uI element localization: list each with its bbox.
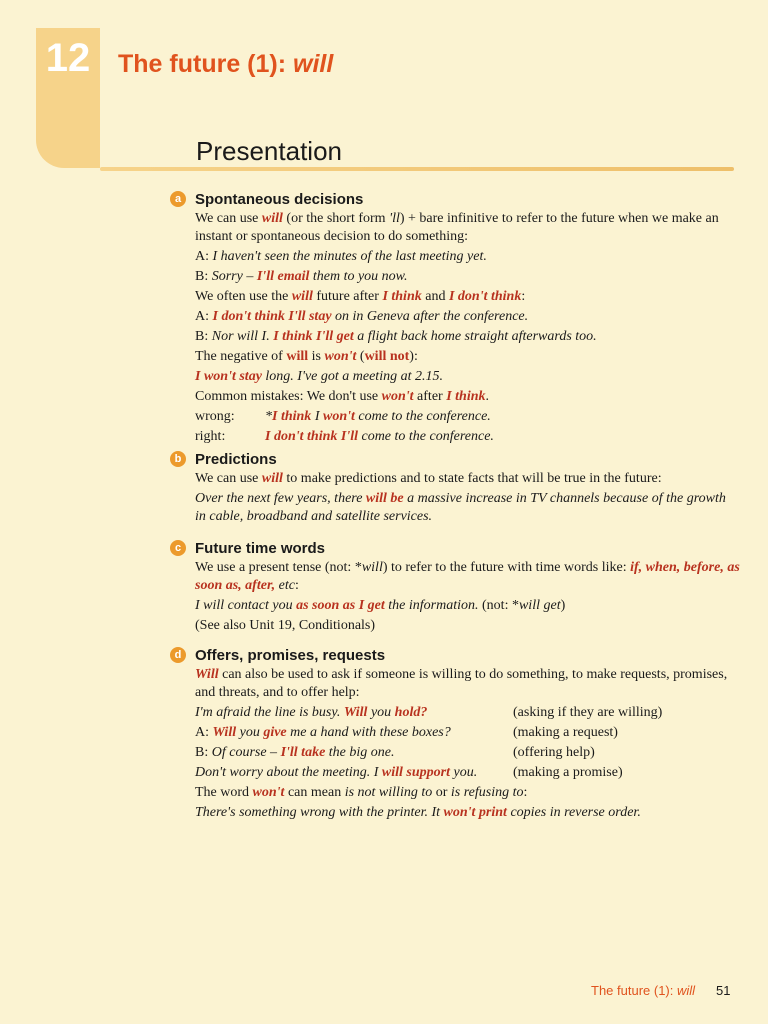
example-line: Over the next few years, there will be a massive increase in TV channels because of the growth in cable, broadband and satellite services. xyxy=(195,491,726,524)
text-line: Will can also be used to ask if someone is willing to do something, to make requests, promises, and threats, and to offer help: xyxy=(195,667,728,700)
example-line: A: I haven't seen the minutes of the last meeting yet. xyxy=(195,249,487,264)
title-underline xyxy=(100,167,734,171)
text-line: The word won't can mean is not willing to or is refusing to: xyxy=(195,785,528,800)
text-line: We can use will to make predictions and to state facts that will be true in the future: xyxy=(195,471,662,486)
example-line: I won't stay long. I've got a meeting at 2.15. xyxy=(195,369,443,384)
example-line: There's something wrong with the printer. It won't print copies in reverse order. xyxy=(195,805,641,820)
unit-title: The future (1): will xyxy=(118,50,334,78)
text-line: (See also Unit 19, Conditionals) xyxy=(195,618,376,633)
bullet-a-icon: a xyxy=(170,191,186,207)
page-number: 51 xyxy=(716,983,731,998)
example-row: wrong: *I think I won't come to the conference. xyxy=(195,409,491,424)
section-future-time-words xyxy=(170,539,740,637)
text-line: Common mistakes: We don't use won't after I think. xyxy=(195,389,490,404)
section-offers-promises-requests xyxy=(170,646,740,824)
example-line: A: I don't think I'll stay on in Geneva after the conference. xyxy=(195,309,529,324)
section-heading: Spontaneous decisions xyxy=(195,191,364,208)
example-row: A: Will you give me a hand with these boxes? (making a request) xyxy=(195,725,618,740)
footer-title: The future (1): will xyxy=(591,983,696,998)
text-line: The negative of will is won't (will not): xyxy=(195,349,418,364)
section-predictions xyxy=(170,450,740,528)
text-line: We often use the will future after I think and I don't think: xyxy=(195,289,526,304)
section-heading: Future time words xyxy=(195,540,326,557)
section-spontaneous-decisions xyxy=(170,190,740,448)
bullet-b-icon: b xyxy=(170,451,186,467)
example-line: I will contact you as soon as I get the information. (not: *will get) xyxy=(195,598,566,613)
section-title: Presentation xyxy=(196,136,342,166)
example-row: B: Of course – I'll take the big one. (offering help) xyxy=(195,745,595,760)
bullet-d-icon: d xyxy=(170,647,186,663)
section-heading: Predictions xyxy=(195,451,277,468)
example-row: right: I don't think I'll come to the conference. xyxy=(195,429,494,444)
section-heading: Offers, promises, requests xyxy=(195,647,386,664)
text-line: We can use will (or the short form 'll) + bare infinitive to refer to the future when we make an instant or spontaneous decision to do something: xyxy=(195,211,719,244)
example-row: I'm afraid the line is busy. Will you hold? (asking if they are willing) xyxy=(195,705,663,720)
bullet-c-icon: c xyxy=(170,540,186,556)
text-line: We use a present tense (not: *will) to refer to the future with time words like: if, when, before, as soon as, after, etc: xyxy=(195,560,740,593)
example-line: B: Sorry – I'll email them to you now. xyxy=(195,269,408,284)
unit-number: 12 xyxy=(45,36,91,80)
example-line: B: Nor will I. I think I'll get a flight back home straight afterwards too. xyxy=(195,329,597,344)
example-row: Don't worry about the meeting. I will support you. (making a promise) xyxy=(195,765,623,780)
